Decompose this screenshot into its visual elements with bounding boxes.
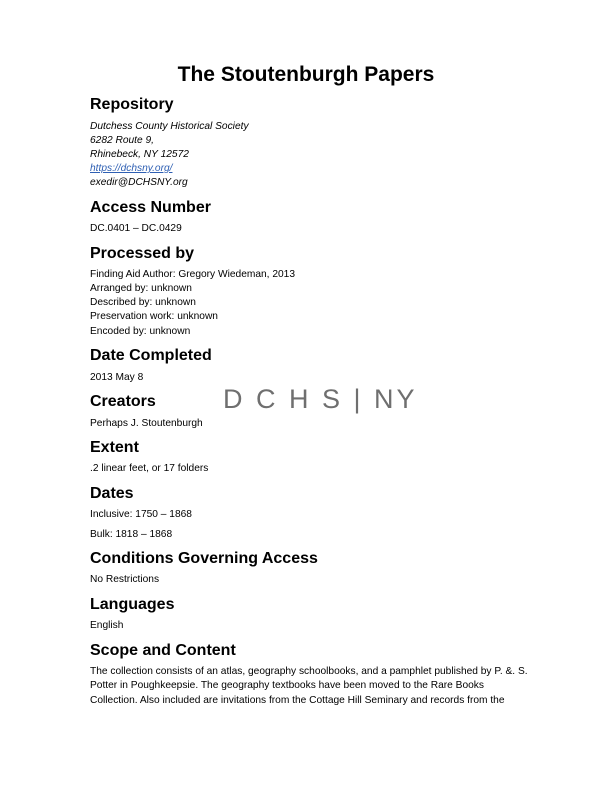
scope-paragraph xyxy=(90,665,530,708)
described-by: Described by: unknown xyxy=(90,297,196,308)
extent-heading: Extent xyxy=(90,439,139,456)
dchs-watermark: D C H S | NY xyxy=(223,384,418,414)
repository-website-link[interactable]: https://dchsny.org/ xyxy=(90,163,173,174)
scope-line: Collection. Also included are invitations from the Cottage Hill Seminary and records from the xyxy=(90,694,505,706)
scope-heading: Scope and Content xyxy=(90,642,236,659)
languages-heading: Languages xyxy=(90,596,175,613)
repository-email: exedir@DCHSNY.org xyxy=(90,177,188,188)
date-completed-value: 2013 May 8 xyxy=(90,372,144,383)
repository-name: Dutchess County Historical Society xyxy=(90,121,249,132)
preservation-work: Preservation work: unknown xyxy=(90,311,218,322)
finding-aid-author: Finding Aid Author: Gregory Wiedeman, 2013 xyxy=(90,269,295,280)
dates-bulk: Bulk: 1818 – 1868 xyxy=(90,529,173,540)
document-title: The Stoutenburgh Papers xyxy=(177,63,435,86)
repository-heading: Repository xyxy=(90,96,174,113)
creators-heading: Creators xyxy=(90,393,156,410)
arranged-by: Arranged by: unknown xyxy=(90,283,192,294)
scope-line: The collection consists of an atlas, geography schoolbooks, and a pamphlet published by P. &. S. xyxy=(90,666,528,677)
access-number-heading: Access Number xyxy=(90,199,211,216)
date-completed-heading: Date Completed xyxy=(90,347,212,364)
encoded-by: Encoded by: unknown xyxy=(90,326,191,337)
languages-value: English xyxy=(90,620,124,631)
scope-line: Potter in Poughkeepsie. The geography textbooks have been moved to the Rare Books xyxy=(90,680,484,692)
processed-by-heading: Processed by xyxy=(90,245,195,262)
access-number-value: DC.0401 – DC.0429 xyxy=(90,223,182,234)
repository-street: 6282 Route 9, xyxy=(90,135,155,146)
dates-inclusive: Inclusive: 1750 – 1868 xyxy=(90,509,192,520)
repository-city: Rhinebeck, NY 12572 xyxy=(90,149,189,160)
conditions-value: No Restrictions xyxy=(90,574,160,585)
conditions-heading: Conditions Governing Access xyxy=(90,550,318,567)
extent-value: .2 linear feet, or 17 folders xyxy=(90,463,209,474)
creators-value: Perhaps J. Stoutenburgh xyxy=(90,418,203,429)
dates-heading: Dates xyxy=(90,485,134,502)
